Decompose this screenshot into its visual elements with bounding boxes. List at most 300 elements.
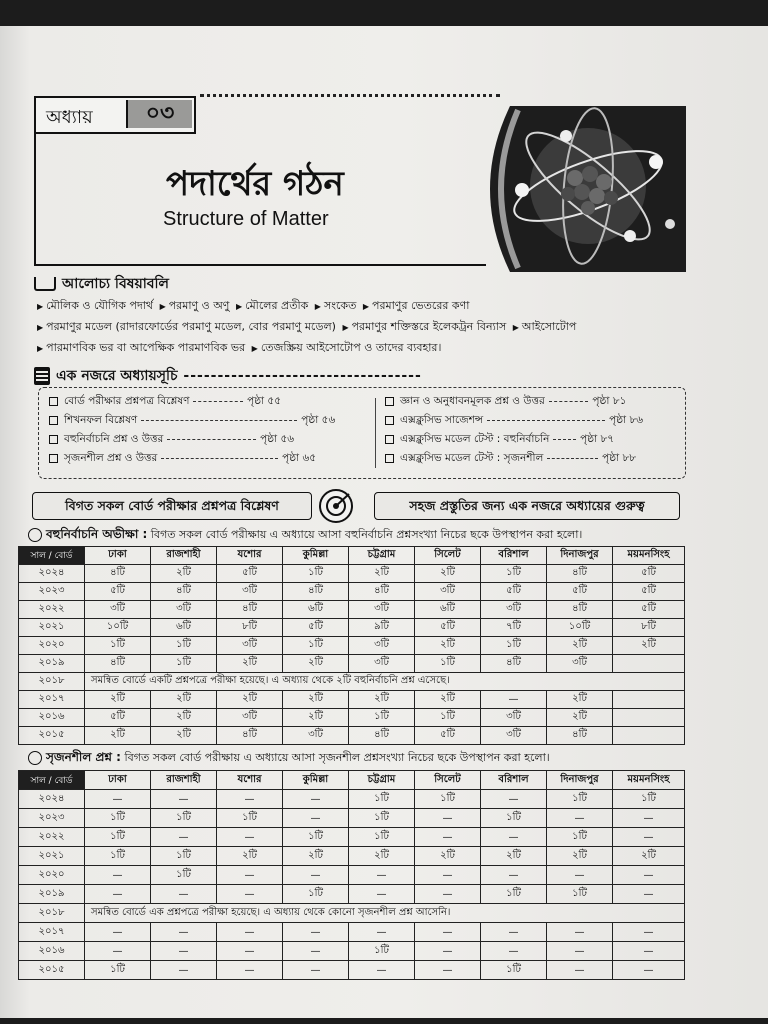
triangle-bullet-icon: ▶	[37, 344, 44, 353]
year-cell: ২০২৩	[19, 809, 85, 828]
topic-item: ▶ পরমাণুর মডেল (রাদারফোর্ডের পরমাণু মডেল, বোর পরমাণু মডেল)	[37, 320, 340, 333]
count-cell: ১টি	[349, 809, 415, 828]
atom-illustration-icon	[470, 106, 686, 272]
topic-item: ▶ মৌলের প্রতীক	[235, 299, 312, 312]
square-bullet-icon	[385, 435, 394, 444]
count-cell: ১টি	[481, 809, 547, 828]
count-cell: ১০টি	[85, 619, 151, 637]
count-cell: ৩টি	[349, 601, 415, 619]
count-cell: ২টি	[85, 691, 151, 709]
count-cell: —	[85, 790, 151, 809]
table-row	[19, 885, 685, 904]
count-cell: ১টি	[481, 885, 547, 904]
topic-item: ▶ পরমাণুর শক্তিস্তরে ইলেকট্রন বিন্যাস	[342, 320, 510, 333]
toc-item-label: এক্সক্লুসিভ মডেল টেস্ট : বহুনির্বাচনি	[400, 433, 550, 445]
mcq-note: বহুনির্বাচনি অভীক্ষা : বিগত সকল বোর্ড পরীক্ষায় এ অধ্যায়ে আসা বহুনির্বাচনি প্রশ্নসংখ্যা নিচের ছকে উপস্থাপন করা হলো।	[28, 526, 582, 546]
table-row	[19, 809, 685, 828]
count-cell: ৫টি	[613, 583, 685, 601]
toc-leader	[161, 458, 278, 459]
toc-leader	[549, 401, 589, 402]
count-cell: ১টি	[349, 942, 415, 961]
chapter-title-bn: পদার্থের গঠন	[166, 164, 344, 204]
column-header: ময়মনসিংহ	[613, 771, 685, 790]
year-cell: ২০১৯	[19, 655, 85, 673]
count-cell: —	[547, 923, 613, 942]
triangle-bullet-icon: ▶	[314, 302, 321, 311]
toc-item-page: পৃষ্ঠা ৬৫	[282, 452, 317, 464]
count-cell: ১টি	[283, 828, 349, 847]
corner-board-label: বোর্ড	[54, 775, 73, 786]
count-cell: ১টি	[349, 828, 415, 847]
table-row	[19, 583, 685, 601]
count-cell: ১টি	[85, 828, 151, 847]
count-cell: ১টি	[151, 847, 217, 866]
count-cell: —	[217, 885, 283, 904]
page-shadow-top	[0, 0, 768, 26]
toc-divider	[375, 398, 376, 468]
table-row	[19, 637, 685, 655]
year-cell: ২০১৫	[19, 727, 85, 745]
column-header: দিনাজপুর	[547, 771, 613, 790]
count-cell: —	[349, 866, 415, 885]
count-cell: ১টি	[85, 961, 151, 980]
toc-leader	[547, 458, 598, 459]
count-cell: ১টি	[547, 790, 613, 809]
count-cell: ৮টি	[217, 619, 283, 637]
count-cell: —	[481, 691, 547, 709]
count-cell: ৪টি	[85, 655, 151, 673]
chapter-label: অধ্যায়	[46, 107, 93, 128]
page-shadow-bottom	[0, 1018, 768, 1024]
count-cell: ৯টি	[349, 619, 415, 637]
count-cell: ২টি	[217, 655, 283, 673]
year-cell: ২০২৪	[19, 790, 85, 809]
topic-item: ▶ আইসোটোপ	[512, 320, 577, 333]
table-row	[19, 942, 685, 961]
toc-leader	[487, 420, 605, 421]
cq-table	[18, 770, 685, 980]
toc-item[interactable]	[385, 413, 643, 430]
count-cell: ১টি	[349, 709, 415, 727]
table-header-row	[19, 547, 685, 565]
square-bullet-icon	[49, 397, 58, 406]
year-cell: ২০১৭	[19, 691, 85, 709]
count-cell: —	[85, 923, 151, 942]
count-cell: —	[85, 885, 151, 904]
column-header: চট্টগ্রাম	[349, 771, 415, 790]
count-cell: ৬টি	[415, 601, 481, 619]
count-cell: —	[481, 866, 547, 885]
toc-item-page: পৃষ্ঠা ৫৬	[301, 414, 336, 426]
merged-note-cell: সমন্বিত বোর্ডে একটি প্রশ্নপত্রে পরীক্ষা হয়েছে। এ অধ্যায় থেকে ২টি বহুনির্বাচনি প্রশ্ন এসেছে।	[85, 673, 685, 691]
table-row	[19, 619, 685, 637]
count-cell: —	[613, 866, 685, 885]
year-cell: ২০২০	[19, 637, 85, 655]
square-bullet-icon	[385, 454, 394, 463]
count-cell: —	[283, 923, 349, 942]
count-cell: ৪টি	[547, 727, 613, 745]
count-cell: —	[415, 828, 481, 847]
count-cell: ১টি	[481, 961, 547, 980]
toc-heading: এক নজরে অধ্যায়সূচি -----------------------------------	[34, 364, 422, 388]
count-cell: ৩টি	[283, 727, 349, 745]
count-cell: ৫টি	[283, 619, 349, 637]
column-header: যশোর	[217, 771, 283, 790]
count-cell: ১টি	[151, 655, 217, 673]
count-cell: —	[217, 923, 283, 942]
topics-heading: আলোচ্য বিষয়াবলি	[34, 272, 169, 296]
book-icon	[34, 277, 56, 291]
count-cell: —	[613, 885, 685, 904]
triangle-bullet-icon: ▶	[342, 323, 349, 332]
count-cell: ২টি	[283, 847, 349, 866]
count-cell: —	[151, 942, 217, 961]
count-cell: ২টি	[481, 847, 547, 866]
table-row	[19, 847, 685, 866]
topic-item: ▶ সংকেত	[314, 299, 360, 312]
count-cell: —	[547, 866, 613, 885]
count-cell: ৬টি	[283, 601, 349, 619]
cq-icon	[28, 751, 42, 765]
count-cell: ২টি	[613, 847, 685, 866]
column-header: দিনাজপুর	[547, 547, 613, 565]
count-cell: ১টি	[613, 790, 685, 809]
count-cell: ১টি	[151, 637, 217, 655]
square-bullet-icon	[49, 435, 58, 444]
count-cell: —	[547, 809, 613, 828]
count-cell: ২টি	[151, 709, 217, 727]
count-cell: ৫টি	[217, 565, 283, 583]
toc-leader	[167, 439, 256, 440]
count-cell: ৮টি	[613, 619, 685, 637]
chapter-tag	[34, 96, 196, 134]
table-row	[19, 673, 685, 691]
toc-item[interactable]	[49, 413, 335, 430]
table-row	[19, 709, 685, 727]
count-cell: ৬টি	[151, 619, 217, 637]
count-cell: ৭টি	[481, 619, 547, 637]
count-cell: —	[217, 828, 283, 847]
count-cell: ৩টি	[217, 637, 283, 655]
count-cell: ২টি	[613, 637, 685, 655]
count-cell: —	[481, 942, 547, 961]
toc-leader	[141, 420, 297, 421]
table-row	[19, 828, 685, 847]
header-corner: সাল / বোর্ড	[19, 771, 85, 790]
count-cell: ৩টি	[481, 727, 547, 745]
banner-left: বিগত সকল বোর্ড পরীক্ষার প্রশ্নপত্র বিশ্লেষণ	[32, 492, 312, 520]
column-header: সিলেট	[415, 547, 481, 565]
count-cell: —	[283, 866, 349, 885]
count-cell: ১টি	[85, 847, 151, 866]
count-cell: ৪টি	[217, 601, 283, 619]
count-cell: —	[283, 942, 349, 961]
count-cell: —	[481, 790, 547, 809]
year-cell: ২০১৮	[19, 673, 85, 691]
column-header: রাজশাহী	[151, 547, 217, 565]
count-cell: ১টি	[547, 828, 613, 847]
count-cell: ২টি	[283, 691, 349, 709]
triangle-bullet-icon: ▶	[37, 323, 44, 332]
table-row	[19, 790, 685, 809]
column-header: সিলেট	[415, 771, 481, 790]
triangle-bullet-icon: ▶	[235, 302, 243, 311]
table-row	[19, 565, 685, 583]
column-header: ঢাকা	[85, 547, 151, 565]
triangle-bullet-icon: ▶	[362, 302, 369, 311]
count-cell: ৫টি	[613, 565, 685, 583]
count-cell: —	[217, 790, 283, 809]
count-cell: —	[613, 923, 685, 942]
count-cell: ৪টি	[217, 727, 283, 745]
count-cell: ৩টি	[85, 601, 151, 619]
count-cell: ২টি	[85, 727, 151, 745]
toc-item-label: জ্ঞান ও অনুধাবনমূলক প্রশ্ন ও উত্তর	[400, 395, 545, 407]
count-cell: —	[85, 942, 151, 961]
year-cell: ২০২২	[19, 601, 85, 619]
count-cell: ১টি	[85, 637, 151, 655]
year-cell: ২০২৩	[19, 583, 85, 601]
count-cell: ১টি	[283, 885, 349, 904]
count-cell: ২টি	[349, 565, 415, 583]
count-cell: ৩টি	[481, 709, 547, 727]
count-cell: ১টি	[481, 565, 547, 583]
count-cell: ১টি	[151, 809, 217, 828]
topic-item: ▶ মৌলিক ও যৌগিক পদার্থ	[37, 299, 157, 312]
target-badge-icon	[318, 488, 354, 524]
count-cell: —	[217, 961, 283, 980]
count-cell: ৩টি	[349, 655, 415, 673]
count-cell: ৪টি	[349, 727, 415, 745]
year-cell: ২০১৮	[19, 904, 85, 923]
count-cell: ২টি	[547, 847, 613, 866]
count-cell: ১টি	[85, 809, 151, 828]
count-cell: ৩টি	[217, 709, 283, 727]
toc-item-label: শিখনফল বিশ্লেষণ	[64, 414, 138, 426]
count-cell: ৩টি	[481, 601, 547, 619]
year-cell: ২০২২	[19, 828, 85, 847]
count-cell: ২টি	[349, 691, 415, 709]
count-cell: ১টি	[283, 565, 349, 583]
count-cell: ১টি	[415, 790, 481, 809]
square-bullet-icon	[49, 454, 58, 463]
count-cell: ১টি	[415, 709, 481, 727]
count-cell: —	[415, 885, 481, 904]
count-cell: ৩টি	[349, 637, 415, 655]
chapter-number: ০৩	[126, 100, 192, 128]
column-header: কুমিল্লা	[283, 547, 349, 565]
count-cell: ৪টি	[85, 565, 151, 583]
count-cell: —	[217, 866, 283, 885]
corner-board-label: বোর্ড	[54, 551, 73, 561]
count-cell: ১০টি	[547, 619, 613, 637]
square-bullet-icon	[385, 416, 394, 425]
square-bullet-icon	[385, 397, 394, 406]
count-cell: ১টি	[283, 637, 349, 655]
year-cell: ২০১৭	[19, 923, 85, 942]
count-cell: ৪টি	[481, 655, 547, 673]
year-cell: ২০২১	[19, 619, 85, 637]
count-cell: ৪টি	[547, 565, 613, 583]
toc-item[interactable]	[49, 451, 316, 468]
year-cell: ২০১৫	[19, 961, 85, 980]
topic-item: ▶ পরমাণুর ভেতরের কণা	[362, 299, 470, 312]
toc-item[interactable]	[385, 394, 626, 411]
corner-year-label: সাল	[30, 551, 46, 561]
count-cell: ৩টি	[217, 583, 283, 601]
merged-note-cell: সমন্বিত বোর্ডে এক প্রশ্নপত্রে পরীক্ষা হয়েছে। এ অধ্যায় থেকে কোনো সৃজনশীল প্রশ্ন আসেনি।	[85, 904, 685, 923]
toc-item[interactable]	[49, 432, 294, 449]
triangle-bullet-icon: ▶	[37, 302, 44, 311]
count-cell: —	[151, 923, 217, 942]
topic-item: ▶ পারমাণবিক ভর বা আপেক্ষিক পারমাণবিক ভর	[37, 341, 249, 354]
count-cell: ৫টি	[415, 727, 481, 745]
cq-note: সৃজনশীল প্রশ্ন : বিগত সকল বোর্ড পরীক্ষায় এ অধ্যায়ে আসা সৃজনশীল প্রশ্নসংখ্যা নিচের ছকে উপস্থাপন করা হলো।	[28, 749, 550, 769]
count-cell: —	[283, 961, 349, 980]
table-row	[19, 904, 685, 923]
count-cell: ৪টি	[349, 583, 415, 601]
count-cell: —	[481, 828, 547, 847]
chapter-title-en: Structure of Matter	[163, 208, 329, 230]
banner-right: সহজ প্রস্তুতির জন্য এক নজরে অধ্যায়ের গুরুত্ব	[374, 492, 680, 520]
toc-leader	[553, 439, 576, 440]
count-cell: —	[151, 885, 217, 904]
square-bullet-icon	[49, 416, 58, 425]
toc-item-page: পৃষ্ঠা ৮৮	[602, 452, 637, 464]
count-cell: —	[415, 866, 481, 885]
mcq-icon	[28, 528, 42, 542]
count-cell: —	[349, 961, 415, 980]
count-cell: ২টি	[151, 565, 217, 583]
column-header: ঢাকা	[85, 771, 151, 790]
toc-leader	[193, 401, 243, 402]
table-header-row	[19, 771, 685, 790]
count-cell: —	[415, 809, 481, 828]
toc-item-label: সৃজনশীল প্রশ্ন ও উত্তর	[64, 452, 158, 464]
count-cell: —	[613, 828, 685, 847]
count-cell: ৪টি	[283, 583, 349, 601]
column-header: যশোর	[217, 547, 283, 565]
count-cell: ৫টি	[481, 583, 547, 601]
count-cell: ২টি	[415, 637, 481, 655]
count-cell: —	[349, 923, 415, 942]
count-cell: —	[151, 828, 217, 847]
count-cell: —	[151, 961, 217, 980]
count-cell	[613, 691, 685, 709]
count-cell: ১টি	[481, 637, 547, 655]
count-cell: ৩টি	[547, 655, 613, 673]
count-cell: —	[547, 961, 613, 980]
triangle-bullet-icon: ▶	[251, 344, 258, 353]
column-header: বরিশাল	[481, 771, 547, 790]
count-cell: —	[85, 866, 151, 885]
count-cell: ১টি	[217, 809, 283, 828]
count-cell: —	[217, 942, 283, 961]
count-cell: ৩টি	[415, 583, 481, 601]
topics-list	[34, 296, 690, 359]
toc-item-page: পৃষ্ঠা ৮৭	[580, 433, 615, 445]
count-cell: ৪টি	[151, 583, 217, 601]
count-cell: ৫টি	[85, 583, 151, 601]
count-cell: —	[547, 942, 613, 961]
count-cell: ২টি	[217, 847, 283, 866]
count-cell: —	[613, 809, 685, 828]
table-row	[19, 866, 685, 885]
count-cell: ৫টি	[547, 583, 613, 601]
count-cell: ২টি	[217, 691, 283, 709]
toc-item-label: এক্সক্লুসিভ সাজেশন্স	[400, 414, 484, 426]
toc-item-page: পৃষ্ঠা ৫৬	[260, 433, 295, 445]
column-header: বরিশাল	[481, 547, 547, 565]
count-cell: ২টি	[415, 691, 481, 709]
count-cell	[613, 709, 685, 727]
count-cell: ২টি	[349, 847, 415, 866]
toc-item[interactable]	[385, 451, 636, 468]
table-row	[19, 727, 685, 745]
count-cell: ২টি	[415, 565, 481, 583]
year-cell: ২০১৬	[19, 942, 85, 961]
count-cell: —	[415, 961, 481, 980]
analysis-banner	[32, 490, 680, 524]
count-cell: ৫টি	[415, 619, 481, 637]
toc-item[interactable]	[49, 394, 281, 411]
table-row	[19, 961, 685, 980]
toc-item-page: পৃষ্ঠা ৮৬	[609, 414, 644, 426]
toc-item-page: পৃষ্ঠা ৮১	[592, 395, 627, 407]
topic-item: ▶ পরমাণু ও অণু	[159, 299, 233, 312]
column-header: ময়মনসিংহ	[613, 547, 685, 565]
topic-item: ▶ তেজস্ক্রিয় আইসোটোপ ও তাদের ব্যবহার।	[251, 341, 442, 354]
count-cell: —	[613, 942, 685, 961]
count-cell: —	[415, 923, 481, 942]
toc-item-label: বোর্ড পরীক্ষার প্রশ্নপত্র বিশ্লেষণ	[64, 395, 190, 407]
count-cell: —	[415, 942, 481, 961]
count-cell: ২টি	[415, 847, 481, 866]
count-cell: ১টি	[547, 885, 613, 904]
count-cell: ৫টি	[613, 601, 685, 619]
count-cell: ২টি	[151, 727, 217, 745]
dotted-rule	[200, 94, 500, 97]
triangle-bullet-icon: ▶	[159, 302, 166, 311]
toc-box	[38, 387, 686, 479]
table-row	[19, 691, 685, 709]
count-cell: ২টি	[547, 691, 613, 709]
year-cell: ২০২৪	[19, 565, 85, 583]
count-cell: —	[151, 790, 217, 809]
corner-year-label: সাল	[30, 775, 46, 786]
toc-item[interactable]	[385, 432, 614, 449]
mcq-table	[18, 546, 685, 745]
column-header: চট্টগ্রাম	[349, 547, 415, 565]
count-cell: —	[481, 923, 547, 942]
count-cell: ২টি	[283, 709, 349, 727]
table-row	[19, 655, 685, 673]
count-cell	[613, 655, 685, 673]
year-cell: ২০২১	[19, 847, 85, 866]
count-cell: ৩টি	[151, 601, 217, 619]
count-cell: ২টি	[151, 691, 217, 709]
count-cell: ১টি	[349, 790, 415, 809]
count-cell: ৪টি	[547, 601, 613, 619]
count-cell: ২টি	[547, 709, 613, 727]
toc-item-label: বহুনির্বাচনি প্রশ্ন ও উত্তর	[64, 433, 164, 445]
count-cell: —	[283, 809, 349, 828]
table-row	[19, 601, 685, 619]
toc-item-page: পৃষ্ঠা ৫৫	[247, 395, 282, 407]
column-header: কুমিল্লা	[283, 771, 349, 790]
count-cell: —	[613, 961, 685, 980]
year-cell: ২০১৬	[19, 709, 85, 727]
